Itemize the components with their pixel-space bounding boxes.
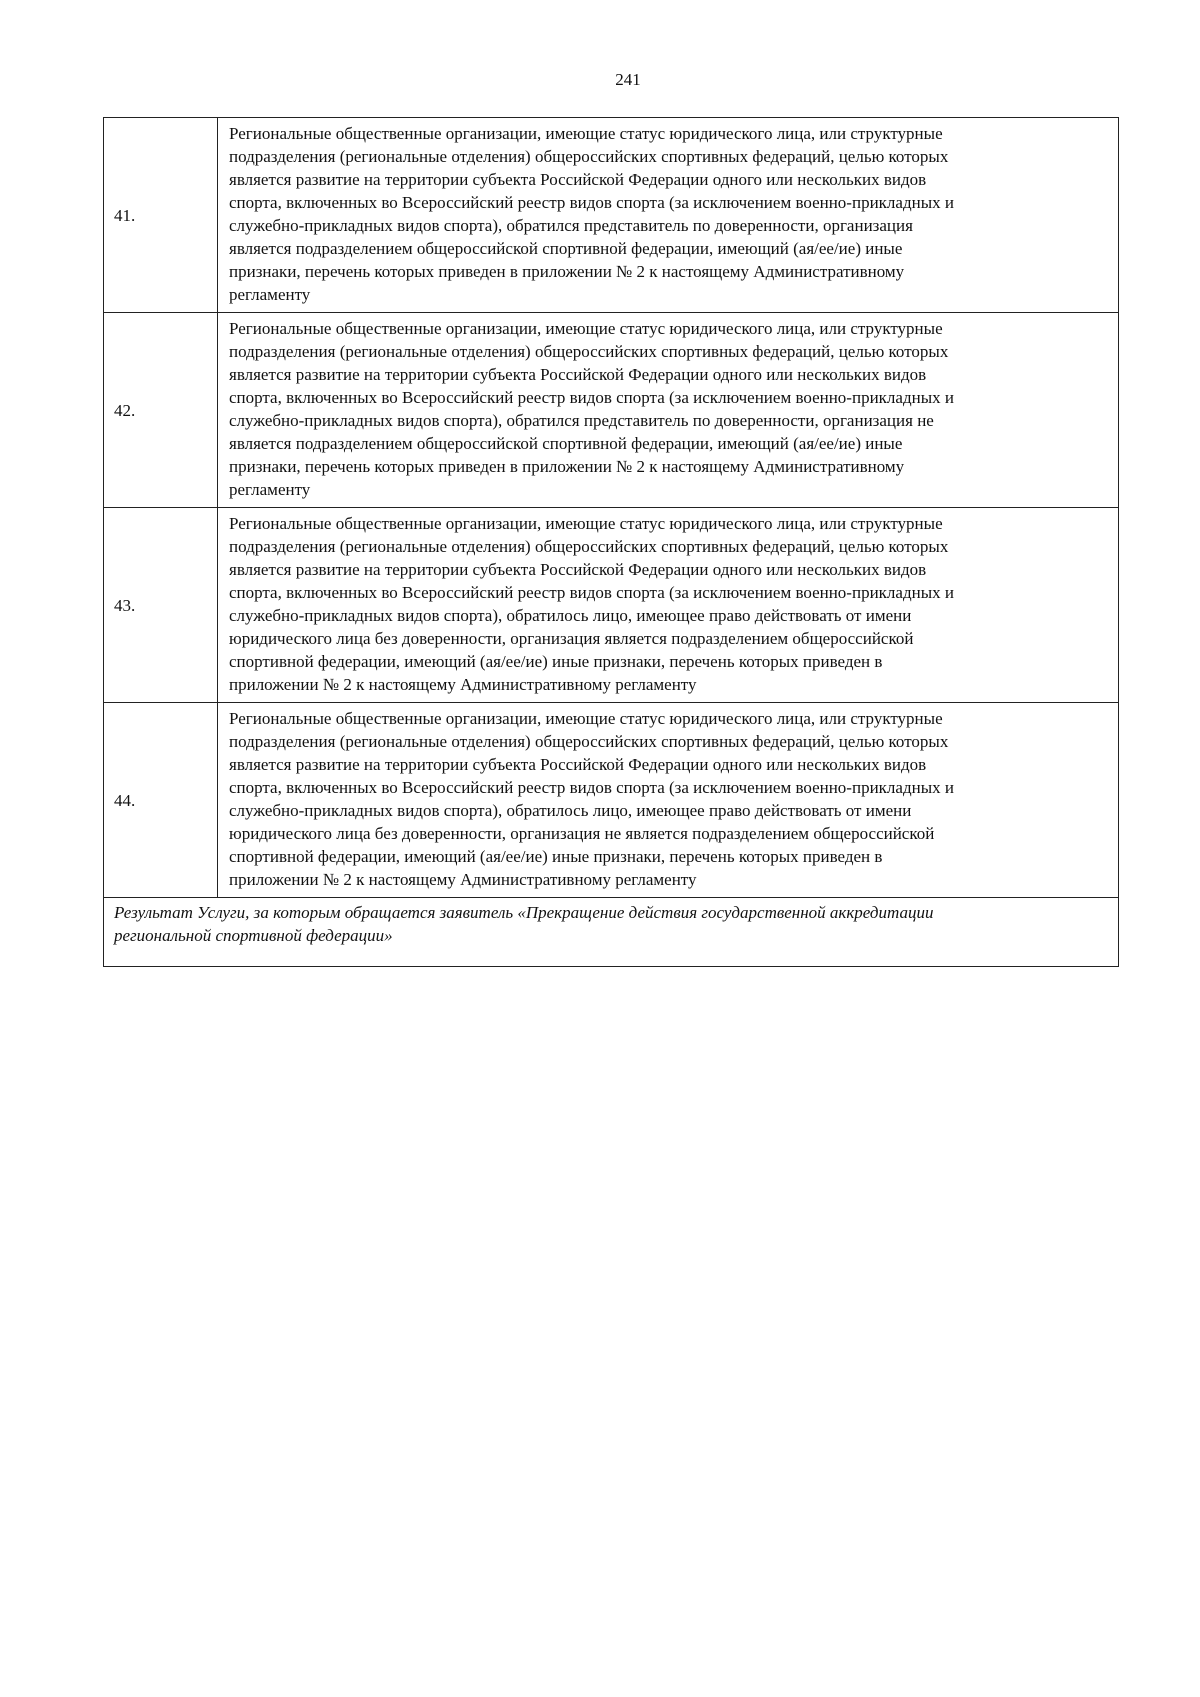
- text-line: региональной спортивной федерации»: [114, 926, 393, 945]
- text-line: служебно-прикладных видов спорта), обратилось лицо, имеющее право действовать от имени: [229, 801, 912, 820]
- row-description: [218, 313, 1119, 508]
- text-line: признаки, перечень которых приведен в приложении № 2 к настоящему Административному: [229, 262, 905, 281]
- text-line: является развитие на территории субъекта Российской Федерации одного или нескольких видов: [229, 755, 927, 774]
- text-line: регламенту: [229, 480, 311, 499]
- text-line: служебно-прикладных видов спорта), обратилось лицо, имеющее право действовать от имени: [229, 606, 912, 625]
- text-line: является развитие на территории субъекта Российской Федерации одного или нескольких видов: [229, 170, 927, 189]
- text-line: является развитие на территории субъекта Российской Федерации одного или нескольких видов: [229, 365, 927, 384]
- table-row: [104, 118, 1119, 313]
- text-line: спортивной федерации, имеющий (ая/ее/ие) иные признаки, перечень которых приведен в: [229, 652, 883, 671]
- text-line: подразделения (региональные отделения) общероссийских спортивных федераций, целью которых: [229, 147, 949, 166]
- text-line: подразделения (региональные отделения) общероссийских спортивных федераций, целью которых: [229, 732, 949, 751]
- page-number: 241: [615, 70, 641, 89]
- text-line: является развитие на территории субъекта Российской Федерации одного или нескольких видов: [229, 560, 927, 579]
- text-line: спорта, включенных во Всероссийский реестр видов спорта (за исключением военно-прикладных и: [229, 583, 954, 602]
- text-line: регламенту: [229, 285, 311, 304]
- text-line: подразделения (региональные отделения) общероссийских спортивных федераций, целью которых: [229, 342, 949, 361]
- text-line: является подразделением общероссийской спортивной федерации, имеющий (ая/ее/ие) иные: [229, 239, 903, 258]
- text-line: подразделения (региональные отделения) общероссийских спортивных федераций, целью которых: [229, 537, 949, 556]
- service-result-caption: [104, 898, 1119, 967]
- text-line: спорта, включенных во Всероссийский реестр видов спорта (за исключением военно-прикладных и: [229, 778, 954, 797]
- table-row: [104, 313, 1119, 508]
- text-line: является подразделением общероссийской спортивной федерации, имеющий (ая/ее/ие) иные: [229, 434, 903, 453]
- result-row: [104, 898, 1119, 967]
- applicant-variants-table: [103, 117, 1119, 967]
- text-line: приложении № 2 к настоящему Административному регламенту: [229, 675, 697, 694]
- text-line: Региональные общественные организации, имеющие статус юридического лица, или структурные: [229, 124, 943, 143]
- text-line: служебно-прикладных видов спорта), обратился представитель по доверенности, организация не: [229, 411, 934, 430]
- table-row: [104, 508, 1119, 703]
- text-line: признаки, перечень которых приведен в приложении № 2 к настоящему Административному: [229, 457, 905, 476]
- text-line: Результат Услуги, за которым обращается заявитель «Прекращение действия государственной аккредитации: [114, 903, 934, 922]
- text-line: спортивной федерации, имеющий (ая/ее/ие) иные признаки, перечень которых приведен в: [229, 847, 883, 866]
- text-line: Региональные общественные организации, имеющие статус юридического лица, или структурные: [229, 319, 943, 338]
- text-line: юридического лица без доверенности, организация является подразделением общероссийской: [229, 629, 914, 648]
- row-number: 41.: [104, 118, 218, 313]
- text-line: юридического лица без доверенности, организация не является подразделением общероссийской: [229, 824, 935, 843]
- row-number: 44.: [104, 703, 218, 898]
- text-line: Региональные общественные организации, имеющие статус юридического лица, или структурные: [229, 709, 943, 728]
- row-number: 43.: [104, 508, 218, 703]
- table-row: [104, 703, 1119, 898]
- row-description: [218, 118, 1119, 313]
- row-description: [218, 508, 1119, 703]
- text-line: приложении № 2 к настоящему Административному регламенту: [229, 870, 697, 889]
- row-description: [218, 703, 1119, 898]
- row-number: 42.: [104, 313, 218, 508]
- text-line: Региональные общественные организации, имеющие статус юридического лица, или структурные: [229, 514, 943, 533]
- text-line: спорта, включенных во Всероссийский реестр видов спорта (за исключением военно-прикладных и: [229, 193, 954, 212]
- text-line: спорта, включенных во Всероссийский реестр видов спорта (за исключением военно-прикладных и: [229, 388, 954, 407]
- text-line: служебно-прикладных видов спорта), обратился представитель по доверенности, организация: [229, 216, 913, 235]
